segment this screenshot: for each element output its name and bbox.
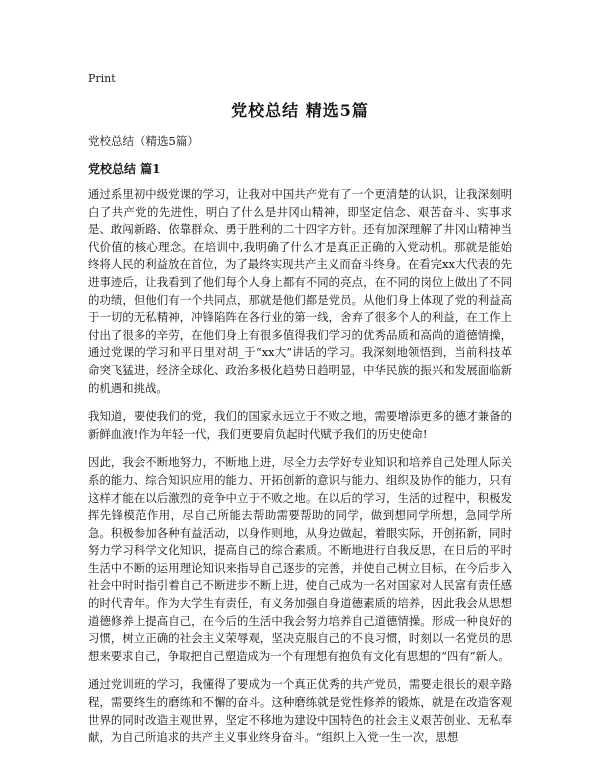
- body-paragraph-1: 通过系里初中级党课的学习，让我对中国共产党有了一个更清楚的认识，让我深刻明白了共产党的先进性，明白了什么是井冈山精神，即坚定信念、艰苦奋斗、实事求是、敢闯新路、依靠群众、勇于胜利的二十四字方针。还有加深理解了井冈山精神当代价值的核心理念。在培训中,我明确了什么才是真正正确的入党动机。那就是能始终将人民的利益放在首位，为了最终实现共产主义而奋斗终身。在看完xx大代表的先进事迹后，让我看到了他们每个人身上都有不同的亮点，在不同的岗位上做出了不同的功绩，但他们有一个共同点，那就是他们都是党员。从他们身上体现了党的利益高于一切的无私精神，冲锋陷阵在各行业的第一线，舍弃了很多个人的利益，在工作上付出了很多的辛劳，在他们身上有很多值得我们学习的优秀品质和高尚的道德情操，通过党课的学习和平日里对胡_于“xx大”讲话的学习。我深刻地领悟到，当前科技革命突飞猛进，经济全球化、政治多极化趋势日趋明显，中华民族的振兴和发展面临新的机遇和挑战。: [88, 187, 512, 395]
- print-label: Print: [88, 72, 116, 85]
- document-title: 党校总结 精选5篇: [231, 101, 369, 120]
- section-heading: 党校总结 篇1: [88, 162, 161, 176]
- body-paragraph-2: 我知道，要使我们的党，我们的国家永远立于不败之地，需要增添更多的德才兼备的新鲜血液!作为年轻一代，我们更要肩负起时代赋予我们的历史使命!: [88, 409, 512, 441]
- body-paragraph-4: 通过党训班的学习，我懂得了要成为一个真正优秀的共产党员，需要走很长的艰辛路程，需要终生的磨练和不懈的奋斗。这种磨练就是党性修养的锻炼，就是在改造客观世界的同时改造主观世界，坚定不移地为建设中国特色的社会主义艰苦创业、无私奉献，为自己所追求的共产主义事业终身奋斗。“组织上入党一生一次，思想: [88, 677, 512, 745]
- body-paragraph-3: 因此，我会不断地努力，不断地上进，尽全力去学好专业知识和培养自己处理人际关系的能力、综合知识应用的能力、开拓创新的意识与能力、组织及协作的能力，只有这样才能在以后激烈的竞争中立于不败之地。在以后的学习，生活的过程中，积极发挥先锋模范作用，尽自己所能去帮助需要帮助的同学，做到想同学所想，急同学所急。积极参加各种有益活动，以身作则地，从身边做起，着眼实际，开创拓新，同时努力学习科学文化知识，提高自己的综合素质。不断地进行自我反思，在日后的平时生活中不断的运用理论知识来指导自己逐步的完善，并使自己树立目标，在今后步入社会中时时指引着自己不断进步不断上进，使自己成为一名对国家对人民富有责任感的时代青年。作为大学生有责任，有义务加强自身道德素质的培养，因此我会从思想道德修养上提高自己，在今后的生活中我会努力培养自己道德情操。形成一种良好的习惯，树立正确的社会主义荣辱观，坚决克服自己的不良习惯，时刻以一名党员的思想来要求自己，争取把自己塑造成为一个有理想有抱负有文化有思想的“四有”新人。: [88, 455, 512, 663]
- document-body: [88, 186, 512, 758]
- document-subtitle: 党校总结（精选5篇）: [88, 134, 199, 148]
